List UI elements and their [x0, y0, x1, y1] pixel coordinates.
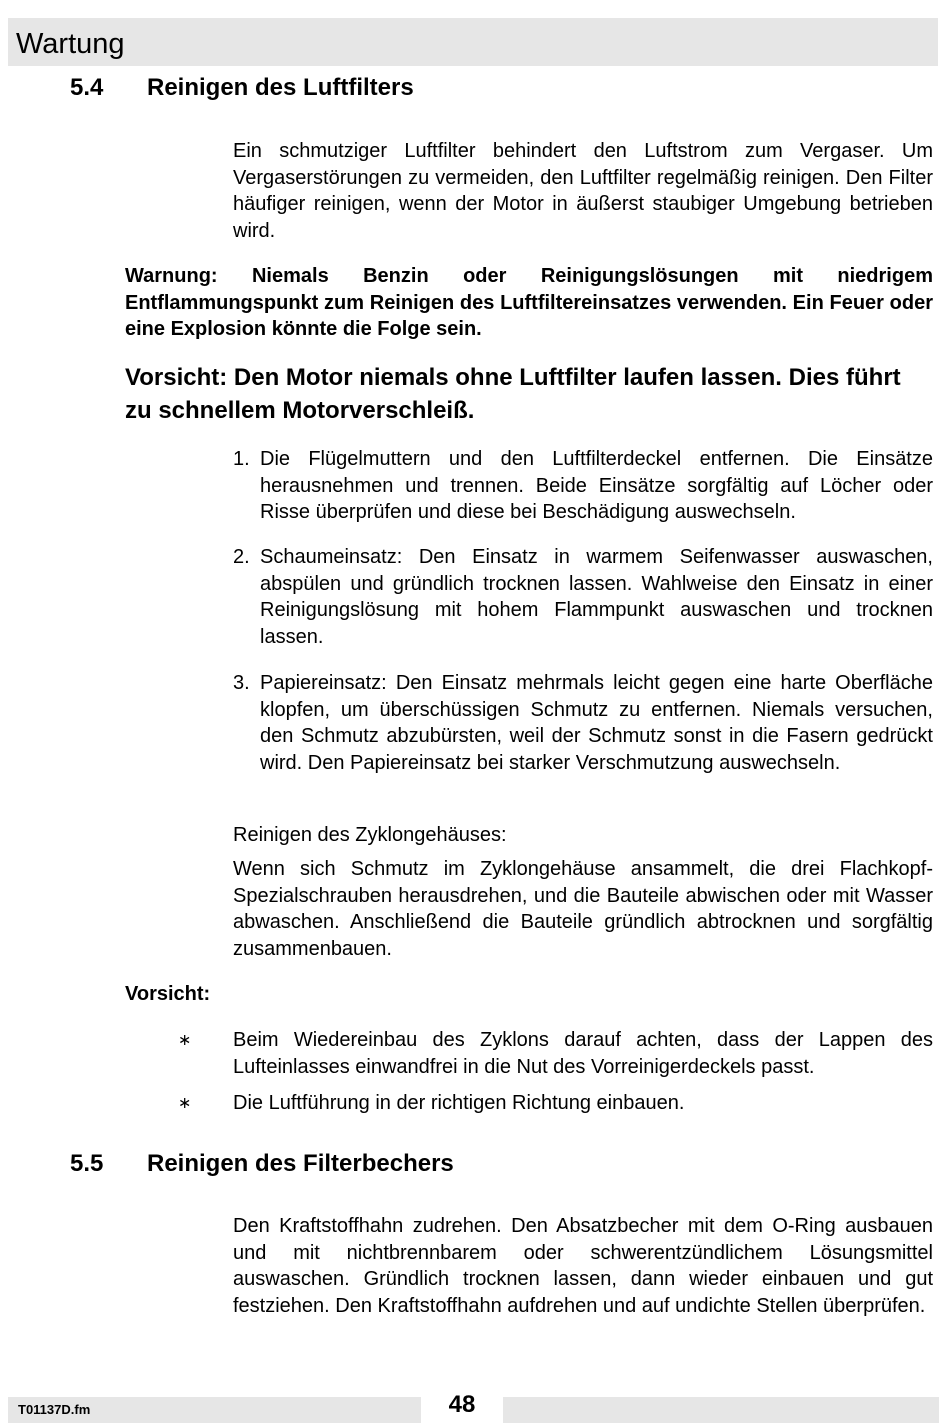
footer-filename: T01137D.fm: [18, 1402, 91, 1417]
bullet-text: Beim Wiedereinbau des Zyklons darauf achten, dass der Lappen des Lufteinlasses einwandfrei in die Nut des Vorreinigerdeckels passt.: [233, 1029, 933, 1078]
step-item: [233, 544, 933, 650]
step-item: [233, 446, 933, 526]
section-title: Reinigen des Luftfilters: [147, 74, 414, 101]
page-number: 48: [448, 1391, 476, 1418]
section-heading-5-5: [70, 1149, 454, 1179]
step-text: Papiereinsatz: Den Einsatz mehrmals leicht gegen eine harte Oberfläche klopfen, um überschüssigen Schmutz zu entfernen. Niemals versuchen, den Schmutz abzubürsten, weil der Schmutz sonst in die Fasern gedrückt wird. Den Papiereinsatz bei starker Verschmutzung auswechseln.: [260, 672, 933, 774]
caution-paragraph: Vorsicht: Den Motor niemals ohne Luftfilter laufen lassen. Dies führt zu schnellem Motorverschleiß.: [125, 364, 901, 424]
section-title: Reinigen des Filterbechers: [147, 1150, 454, 1177]
filter-cup-paragraph: Den Kraftstoffhahn zudrehen. Den Absatzbecher mit dem O-Ring ausbauen und mit nichtbrennbarem oder schwerentzündlichem Lösungsmittel auswaschen. Gründlich trocknen lassen, dann wieder einbauen und gut festziehen. Den Kraftstoffhahn aufdrehen und auf undichte Stellen überprüfen.: [233, 1215, 933, 1317]
chapter-title: Wartung: [16, 28, 125, 60]
asterisk-bullet-icon: ∗: [178, 1093, 192, 1112]
header-band: [8, 18, 938, 66]
step-number: 1.: [233, 448, 250, 470]
warning-paragraph: Warnung: Niemals Benzin oder Reinigungslösungen mit niedrigem Entflammungspunkt zum Reinigen des Luftfiltereinsatzes verwenden. Ein Feuer oder eine Explosion könnte die Folge sein.: [125, 265, 933, 340]
section-number: 5.4: [70, 74, 104, 101]
section-heading-5-4: [70, 73, 414, 103]
cyclone-heading: Reinigen des Zyklongehäuses:: [233, 824, 507, 846]
section-number: 5.5: [70, 1150, 104, 1177]
step-number: 2.: [233, 546, 250, 568]
asterisk-bullet-icon: ∗: [178, 1030, 192, 1049]
footer-bar-right: [503, 1397, 939, 1423]
step-text: Die Flügelmuttern und den Luftfilterdeckel entfernen. Die Einsätze herausnehmen und trennen. Beide Einsätze sorgfältig auf Löcher oder Risse überprüfen und diese bei Beschädigung auswechseln.: [260, 448, 933, 523]
caution-label: Vorsicht:: [125, 983, 211, 1005]
intro-paragraph: Ein schmutziger Luftfilter behindert den Luftstrom zum Vergaser. Um Vergaserstörungen zu vermeiden, den Luftfilter regelmäßig reinigen. Den Filter häufiger reinigen, wenn der Motor in äußerst staubiger Umgebung betrieben wird.: [233, 140, 933, 242]
bullet-item: [178, 1090, 933, 1117]
bullet-text: Die Luftführung in der richtigen Richtung einbauen.: [233, 1092, 685, 1114]
step-item: [233, 670, 933, 776]
cyclone-paragraph: Wenn sich Schmutz im Zyklongehäuse ansammelt, die drei Flachkopf-Spezialschrauben herausdrehen, und die Bauteile abwischen oder mit Wasser abwaschen. Anschließend die Bauteile gründlich abtrocknen und sorgfältig zusammenbauen.: [233, 858, 933, 960]
step-number: 3.: [233, 672, 250, 694]
bullet-item: [178, 1027, 933, 1080]
step-text: Schaumeinsatz: Den Einsatz in warmem Seifenwasser auswaschen, abspülen und gründlich trocknen lassen. Wahlweise den Einsatz in einer Reinigungslösung mit hohem Flammpunkt auswaschen und trocknen lassen.: [260, 546, 933, 648]
